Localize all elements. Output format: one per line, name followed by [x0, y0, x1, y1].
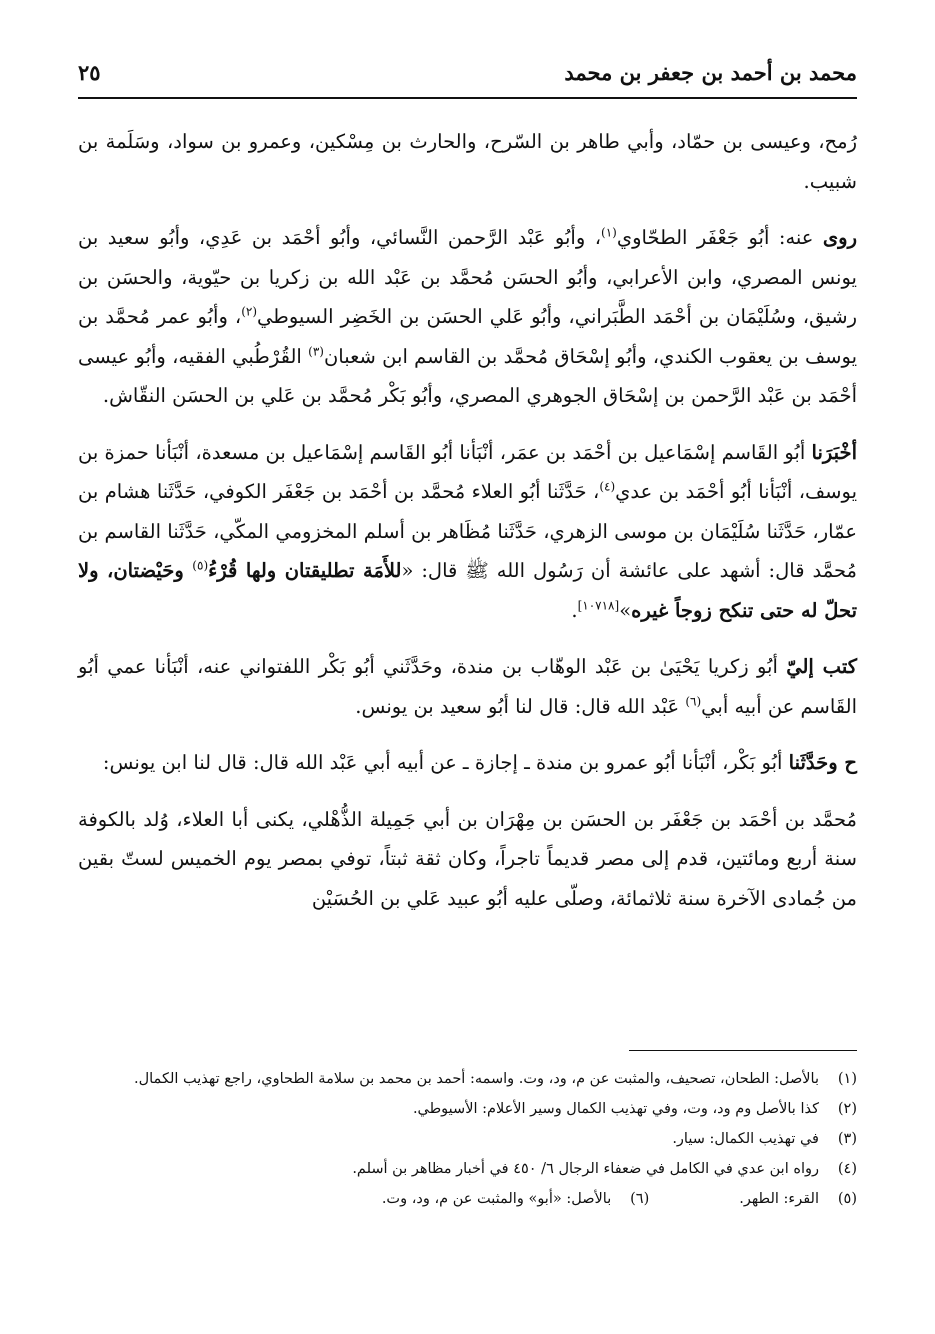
footnotes — [78, 1064, 857, 1214]
footnote-text: بالأصل: «أبو» والمثبت عن م، ود، وت. — [381, 1191, 612, 1207]
page-header — [78, 52, 857, 92]
footnote — [78, 1154, 857, 1184]
footnote-text: القرء: الطهر. — [739, 1191, 819, 1207]
footnote-number: (١) — [837, 1071, 857, 1087]
footnote-text: بالأصل: الطحان، تصحيف، والمثبت عن م، ود، وت. واسمه: أحمد بن محمد بن سلامة الطحاوي، راجع تهذيب الكمال. — [134, 1071, 819, 1087]
footnote-row — [78, 1184, 857, 1214]
footnote-ref[interactable]: (٣) — [308, 344, 324, 358]
lead-word: ح وحَدَّثَنا — [788, 751, 857, 774]
footnote-ref[interactable]: (١) — [601, 225, 617, 240]
text-run: أبُو زكريا يَحْيَىٰ بن عَبْد الوهّاب بن مندة، وحَدَّثَني أبُو بَكْر اللفتواني عنه، أنْبَأنا عمي أبُو القَاسم عن أبيه أبي — [78, 655, 857, 718]
footnote — [78, 1124, 857, 1154]
paragraph-narrators — [78, 218, 857, 416]
footnote-ref[interactable]: (٦) — [685, 694, 702, 708]
paragraph-teachers: رُمح، وعيسى بن حمّاد، وأبي طاهر بن السّرح، والحارث بن مِسْكين، وعمرو بن سواد، وسَلَمة بن شبيب. — [78, 130, 857, 193]
hadith-reference-number: [١٠٧١٨] — [577, 598, 620, 612]
footnote — [78, 1064, 857, 1094]
lead-word: كتب إليّ — [786, 655, 857, 678]
text-run: ، وأبُو عمر مُحمَّد بن يوسف بن يعقوب الكندي، وأبُو إسْحَاق مُحمَّد بن القاسم ابن شعبان — [78, 305, 857, 368]
footnote-number: (٢) — [837, 1101, 857, 1117]
paragraph-second-chain — [78, 743, 857, 783]
text-run: » — [619, 598, 632, 622]
main-text — [78, 122, 857, 935]
footnote-text: في تهذيب الكمال: سيار. — [672, 1131, 819, 1147]
footnote-text: كذا بالأصل وم ود، وت، وفي تهذيب الكمال وسير الأعلام: الأسيوطي. — [412, 1101, 819, 1117]
footnote-number: (٦) — [630, 1191, 650, 1207]
text-run: ، حَدَّثَنا أبُو العلاء مُحمَّد بن أحْمَد بن جَعْفَر الكوفي، حَدَّثَنا هشام بن عمّار، حَدَّثَنا سُلَيْمَان بن موسى الزهري، حَدَّثَنا مُظَاهر بن أسلم المخزومي المكّي، حَدَّثَنا القاسم بن مُحمَّد قال: أشهد على عائشة أن رَسُول الله ﷺ قال: « — [78, 480, 858, 582]
running-title: محمد بن أحمد بن جعفر بن محمد — [564, 59, 857, 85]
footnote-text: رواه ابن عدي في الكامل في ضعفاء الرجال ٦/ ٤٥٠ في أخبار مظاهر بن أسلم. — [352, 1161, 819, 1177]
footnote — [382, 1184, 649, 1214]
paragraph-wrote-to-me — [78, 647, 857, 726]
footnote — [739, 1184, 857, 1214]
footnote-ref[interactable]: (٥) — [192, 558, 209, 573]
lead-word: روى — [822, 226, 858, 249]
paragraph-hadith — [78, 433, 857, 631]
text-run: عَبْد الله قال: قال لنا أبُو سعيد بن يونس. — [355, 694, 686, 718]
text-run: أبُو القَاسم إسْمَاعيل بن أحْمَد بن عمَر، أنْبَأنا أبُو القَاسم إسْمَاعيل بن مسعدة، أنْبَأنا حمزة بن يوسف، أنْبَأنا أبُو أحْمَد بن عدي — [78, 440, 858, 503]
text-run: القُرْطُبي الفقيه، وأبُو عيسى أحْمَد بن عَبْد الرَّحمن بن إسْحَاق الجوهري المصري، وأبُو بَكْر مُحمَّد بن عَلي بن الحسَن النقّاش. — [78, 344, 857, 407]
text-run: أبُو بَكْر، أنْبَأنا أبُو عمرو بن مندة ـ إجازة ـ عن أبيه أبي عَبْد الله قال: قال لنا ابن يونس: — [102, 751, 789, 774]
paragraph-biography: مُحمَّد بن أحْمَد بن جَعْفَر بن الحسَن بن مِهْرَان بن أبي جَمِيلة الذُّهْلي، يكنى أبا العلاء، وُلد بالكوفة سنة أربع ومائتين، قدم إلى مصر قديماً تاجراً، وكان ثقة ثبتاً، توفي بمصر يوم الخميس لستّ بقين من جُمادى الآخرة سنة ثلاثمائة، وصلّى عليه أبُو عبيد عَلي بن الحُسَيْن — [78, 807, 857, 910]
header-rule — [78, 97, 857, 99]
text-run: ، وأبُو عَبْد الرَّحمن النَّسائي، وأبُو أحْمَد بن عَدِي، وأبُو سعيد بن يونس المصري، وابن الأعرابي، وأبُو الحسَن مُحمَّد بن عَبْد الله بن زكريا بن حيّوية، والحسَن بن رشيق، وسُلَيْمَان بن أحْمَد الطَّبَراني، وأبُو عَلي الحسَن بن الخَضِر السيوطي — [78, 226, 857, 328]
lead-word: أخْبَرَنا — [811, 440, 857, 464]
footnote-number: (٤) — [837, 1161, 857, 1177]
page-number: ٢٥ — [78, 59, 101, 85]
footnote-ref[interactable]: (٢) — [241, 304, 258, 319]
footnote-number: (٣) — [837, 1131, 857, 1147]
text-run: عنه: أبُو جَعْفَر الطحّاوي — [616, 226, 823, 249]
footnote-number: (٥) — [837, 1191, 857, 1207]
footnote — [78, 1094, 857, 1124]
text-run: . — [571, 598, 578, 622]
footnote-rule — [629, 1050, 857, 1051]
hadith-text: للأَمَة تطليقتان ولها قُرْءُ — [208, 559, 402, 582]
hadith-text: وحَيْضتان، ولا تحلّ له حتى تنكح زوجاً غيره — [78, 559, 857, 622]
footnote-ref[interactable]: (٤) — [599, 479, 616, 494]
